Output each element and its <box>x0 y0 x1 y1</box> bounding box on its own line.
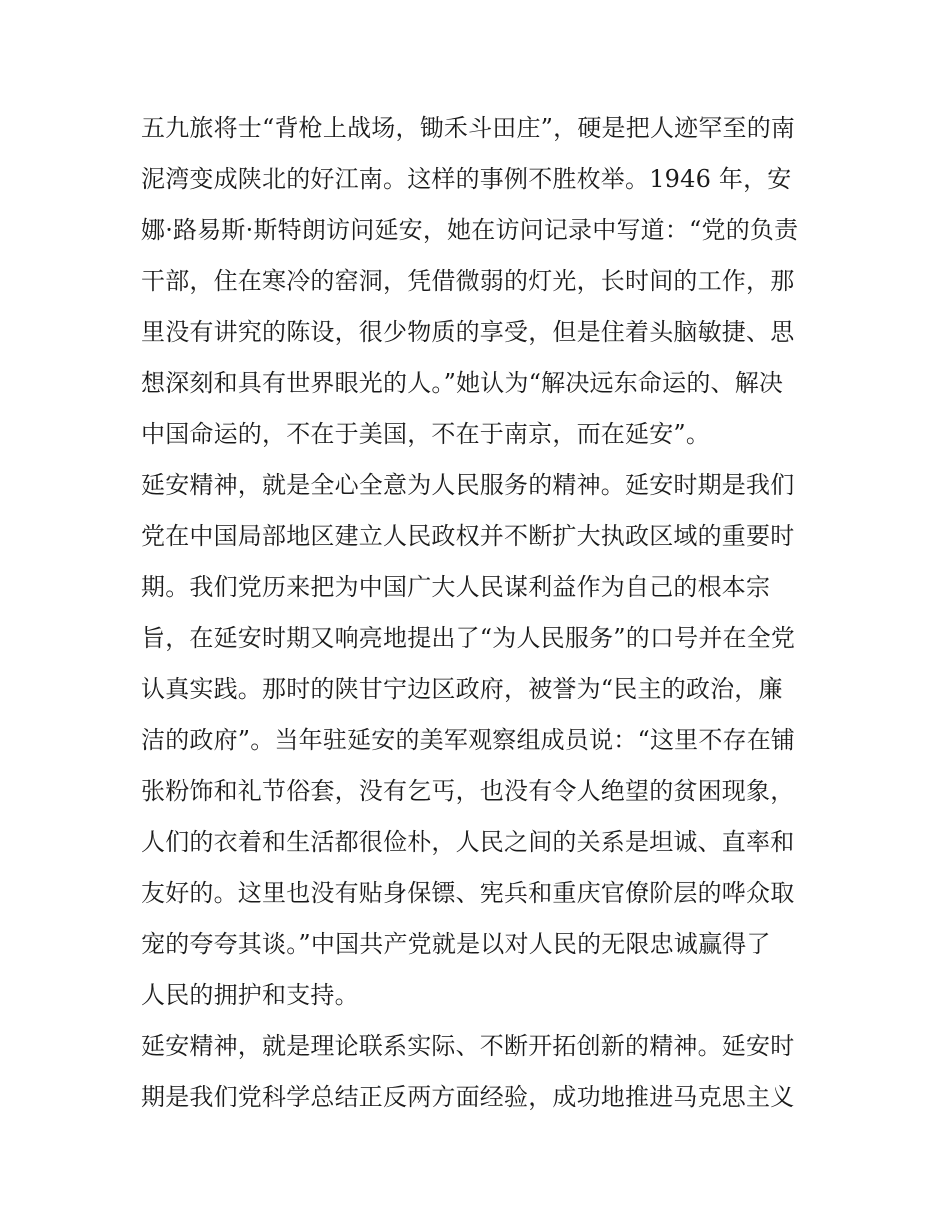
text-line: 认真实践。那时的陕甘宁边区政府，被誉为“民主的政治，廉 <box>141 675 783 703</box>
text-line: 延安精神，就是全心全意为人民服务的精神。延安时期是我们 <box>141 471 795 499</box>
text-line: 人们的衣着和生活都很俭朴，人民之间的关系是坦诚、直率和 <box>141 828 795 856</box>
text-line: 期是我们党科学总结正反两方面经验，成功地推进马克思主义 <box>141 1083 795 1111</box>
paragraph-3 <box>141 1021 821 1123</box>
text-line: 干部，住在寒冷的窑洞，凭借微弱的灯光，长时间的工作，那 <box>141 267 795 295</box>
text-line: 期。我们党历来把为中国广大人民谋利益作为自己的根本宗 <box>141 573 771 601</box>
text-line: 娜·路易斯·斯特朗访问延安，她在访问记录中写道：“党的负责 <box>141 216 799 244</box>
text-line: 延安精神，就是理论联系实际、不断开拓创新的精神。延安时 <box>141 1032 795 1060</box>
paragraph-2 <box>141 460 821 1021</box>
text-line: 泥湾变成陕北的好江南。这样的事例不胜枚举。1946 年，安 <box>141 165 792 193</box>
paragraph-1 <box>141 103 821 460</box>
text-line: 里没有讲究的陈设，很少物质的享受，但是住着头脑敏捷、思 <box>141 318 795 346</box>
text-line: 友好的。这里也没有贴身保镖、宪兵和重庆官僚阶层的哗众取 <box>141 879 795 907</box>
body-text <box>141 103 821 1123</box>
text-line: 宠的夸夸其谈。”中国共产党就是以对人民的无限忠诚赢得了 <box>141 930 771 958</box>
text-line: 五九旅将士“背枪上战场，锄禾斗田庄”，硬是把人迹罕至的南 <box>141 114 796 142</box>
text-line: 洁的政府”。当年驻延安的美军观察组成员说：“这里不存在铺 <box>141 726 796 754</box>
text-line: 张粉饰和礼节俗套，没有乞丐，也没有令人绝望的贫困现象， <box>141 777 795 805</box>
text-line: 想深刻和具有世界眼光的人。”她认为“解决远东命运的、解决 <box>141 369 784 397</box>
text-line: 中国命运的，不在于美国，不在于南京，而在延安”。 <box>141 420 711 448</box>
text-line: 人民的拥护和支持。 <box>141 981 359 1009</box>
text-line: 党在中国局部地区建立人民政权并不断扩大执政区域的重要时 <box>141 522 795 550</box>
text-line: 旨，在延安时期又响亮地提出了“为人民服务”的口号并在全党 <box>141 624 796 652</box>
